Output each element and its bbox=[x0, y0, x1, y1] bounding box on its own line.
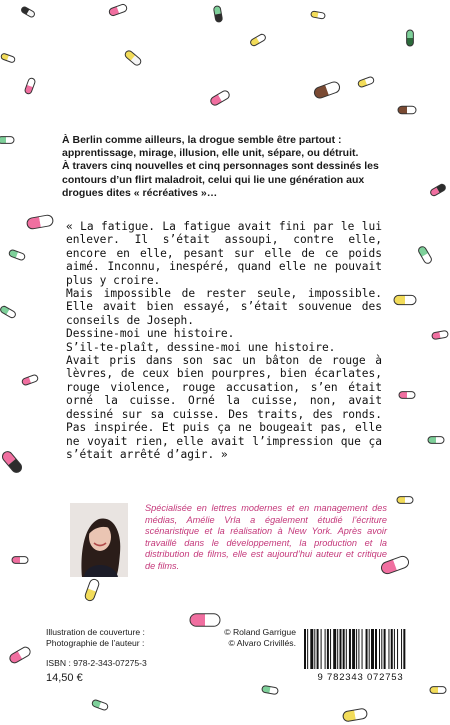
pill-icon bbox=[213, 6, 222, 23]
pill-icon bbox=[190, 614, 220, 627]
cover-credit bbox=[46, 627, 296, 638]
isbn: ISBN : 978-2-343-07275-3 bbox=[46, 658, 147, 668]
intro-paragraph-2: À travers cinq nouvelles et cinq personnages sont dessinés les contours d’un flirt maladroit, celui qui lie une génération aux drogues dites « récréatives »… bbox=[62, 160, 379, 199]
pill-icon bbox=[342, 708, 367, 722]
pill-icon bbox=[428, 437, 444, 444]
pill-icon bbox=[91, 699, 108, 711]
excerpt-paragraph: Dessine-moi une histoire. bbox=[66, 327, 235, 341]
pill-icon bbox=[0, 305, 17, 319]
author-bio: Spécialisée en lettres modernes et en management des médias, Amélie Vrla a également étudié l’écriture scénaristique et la réalisation à New York. Après avoir travaillé dans le développement, la production et la distribution de films, elle est aujourd’hui auteur et critique de films. bbox=[145, 503, 387, 571]
cover-credit-value: © Roland Garrigue bbox=[224, 627, 296, 637]
pill-icon bbox=[311, 11, 326, 19]
photo-credit-label: Photographie de l’auteur : bbox=[46, 638, 145, 649]
pill-icon bbox=[429, 183, 446, 197]
excerpt-paragraph: Avait pris dans son sac un bâton de rouge à lèvres, de ceux bien pourpres, bien écarlates, rouge violence, rouge accusation, s’en était orné la cuisse. Orné la cuisse, non, avait dessiné sur sa cuisse. Des traits, des ronds. Pas inspirée. Et puis ça ne bougeait pas, elle ne voyait rien, elle avait l’impression que ça s’était arrêté d’agir. » bbox=[66, 354, 382, 461]
pill-icon bbox=[394, 295, 416, 304]
back-cover-intro bbox=[62, 134, 402, 200]
pill-icon bbox=[432, 330, 449, 339]
pill-icon bbox=[26, 214, 54, 229]
barcode-bars bbox=[298, 627, 423, 671]
pill-icon bbox=[12, 557, 28, 564]
pill-icon bbox=[0, 137, 14, 144]
pill-icon bbox=[0, 53, 15, 63]
pill-icon bbox=[398, 106, 416, 114]
pill-icon bbox=[357, 76, 374, 88]
pill-icon bbox=[0, 450, 23, 475]
pill-icon bbox=[262, 685, 279, 694]
cover-credit-label: Illustration de couverture : bbox=[46, 627, 145, 637]
barcode-digits: 9 782343 072753 bbox=[317, 672, 404, 683]
photo-credit-value: © Alvaro Crivillés. bbox=[228, 638, 296, 649]
pill-icon bbox=[397, 497, 413, 504]
price: 14,50 € bbox=[46, 672, 83, 684]
pill-icon bbox=[430, 687, 446, 694]
barcode bbox=[298, 627, 423, 687]
pill-icon bbox=[124, 49, 143, 66]
excerpt-paragraph: Mais impossible de rester seule, impossible. Elle avait bien essayé, s’était souvenue des conseils de Joseph. bbox=[66, 287, 382, 327]
pill-icon bbox=[249, 33, 266, 47]
credits bbox=[46, 627, 296, 650]
pill-icon bbox=[8, 645, 32, 664]
intro-paragraph-1: À Berlin comme ailleurs, la drogue semble être partout : apprentissage, mirage, illusion, elle unit, sépare, ou détruit. bbox=[62, 134, 359, 160]
author-photo bbox=[70, 503, 128, 577]
excerpt-paragraph: S’il-te-plaît, dessine-moi une histoire. bbox=[66, 340, 336, 354]
pill-icon bbox=[84, 578, 100, 602]
pill-icon bbox=[8, 249, 25, 261]
pill-icon bbox=[20, 6, 35, 18]
pill-icon bbox=[108, 3, 128, 16]
pill-icon bbox=[313, 80, 341, 99]
pill-icon bbox=[399, 392, 415, 399]
photo-credit bbox=[46, 638, 296, 649]
pill-icon bbox=[24, 77, 36, 94]
pill-icon bbox=[21, 374, 38, 386]
pill-icon bbox=[407, 30, 414, 46]
pill-icon bbox=[417, 245, 433, 264]
book-excerpt bbox=[66, 220, 382, 461]
pill-icon bbox=[209, 89, 231, 106]
excerpt-paragraph: « La fatigue. La fatigue avait fini par le lui enlever. Il s’était assoupi, contre elle, encore en elle, pesant sur elle de ce poids aimé. Inconnu, inespéré, quand elle ne pouvait plus y croire. bbox=[66, 220, 382, 287]
